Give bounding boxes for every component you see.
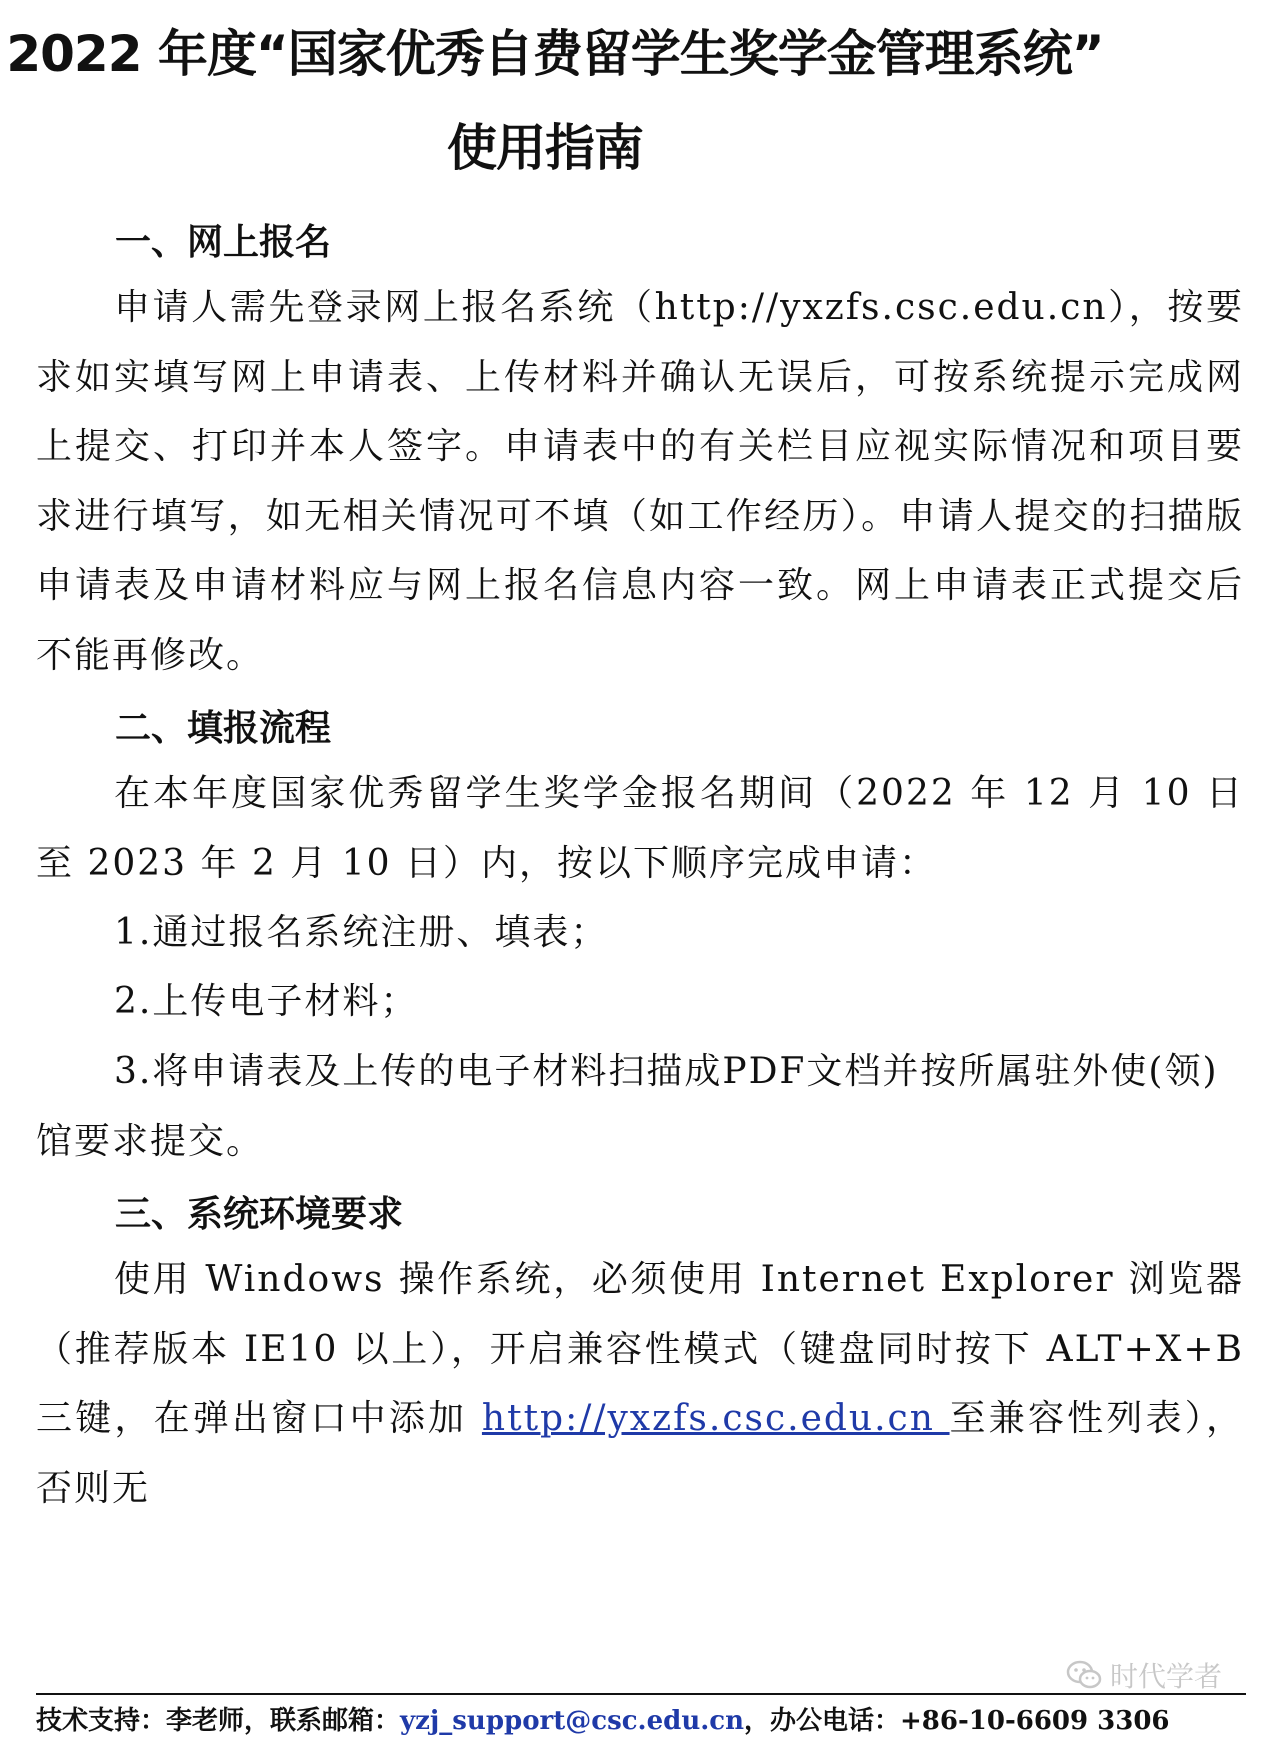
section-paragraph-online-registration: 申请人需先登录网上报名系统（http://yxzfs.csc.edu.cn），按要求如实填写网上申请表、上传材料并确认无误后，可按系统提示完成网上提交、打印并本人签字。申请表中的有关栏目应视实际情况和项目要求进行填写，如无相关情况可不填（如工作经历）。申请人提交的扫描版申请表及申请材料应与网上报名信息内容一致。网上申请表正式提交后不能再修改。 (36, 287, 1244, 676)
system-link[interactable]: http://yxzfs.csc.edu.cn (481, 1398, 950, 1439)
doc-title-line2: 使用指南 (447, 119, 643, 177)
footer-contact-prefix: 技术支持：李老师，联系邮箱： (36, 1706, 401, 1736)
wechat-icon (1066, 1660, 1102, 1690)
footer-phone: ，办公电话：+86-10-6609 3306 (744, 1706, 1170, 1736)
doc-title-line1: 2022 年度“国家优秀自费留学生奖学金管理系统” (6, 25, 1104, 83)
section-paragraph-process: 在本年度国家优秀留学生奖学金报名期间（2022 年 12 月 10 日至 2023 年 2 月 10 日）内，按以下顺序完成申请： (36, 773, 1244, 884)
footer-email[interactable]: yzj_support@csc.edu.cn (400, 1706, 745, 1736)
watermark-text: 时代学者 (1110, 1660, 1223, 1693)
section-heading-system-requirements: 三、系统环境要求 (115, 1194, 404, 1235)
list-item: 3.将申请表及上传的电子材料扫描成PDF文档并按所属驻外使(领)馆要求提交。 (36, 1051, 1219, 1162)
section-heading-process: 二、填报流程 (115, 708, 332, 749)
section-heading-online-registration: 一、网上报名 (115, 222, 332, 263)
section-paragraph-system-requirements (36, 1245, 1244, 1523)
list-item: 1.通过报名系统注册、填表； (114, 912, 609, 953)
list-item: 2.上传电子材料； (114, 981, 419, 1022)
watermark (1066, 1655, 1222, 1695)
paragraph-text: 至兼容性列表），否则无 (36, 1398, 1244, 1509)
paragraph-text: 使用 Windows 操作系统，必须使用 Internet Explorer 浏览器（推荐版本 IE10 以上），开启兼容性模式（键盘同时按下 ALT+X+B 三键，在弹出窗口中添加 (36, 1259, 1244, 1439)
footer (36, 1700, 1170, 1737)
footer-divider (36, 1693, 1246, 1695)
